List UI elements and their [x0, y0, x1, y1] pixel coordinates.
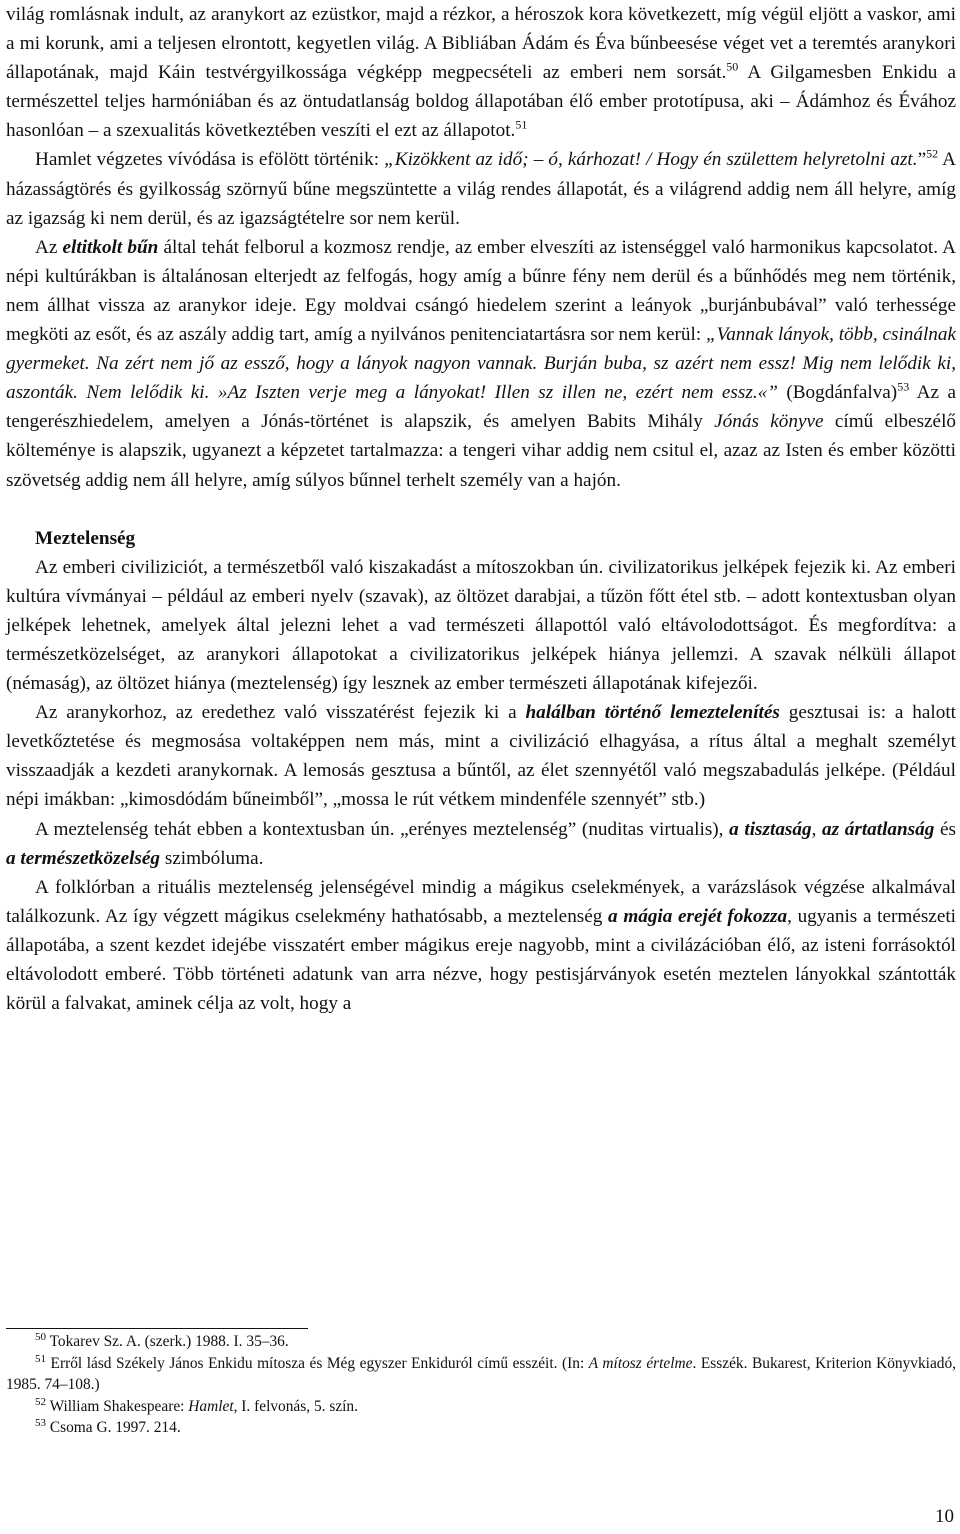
footnote-number: 51	[35, 1352, 46, 1365]
italic-text: Jónás könyve	[714, 411, 824, 433]
footnotes	[6, 1328, 956, 1439]
text-run: Tokarev Sz. A. (szerk.) 1988. I. 35–36.	[46, 1333, 289, 1350]
text-run: Csoma G. 1997. 214.	[46, 1419, 181, 1436]
text-run: Hamlet végzetes vívódása is efölött történik:	[35, 149, 385, 171]
text-run: A Gilgamesben Enkidu a természettel teljes harmóniában és az öntudatlanság boldog állapotában élő ember prototípusa, aki – Ádámhoz és Évához hasonlóan – a szexualitás következtében veszíti el ezt az állapotot.	[6, 62, 957, 142]
page-number: 10	[935, 1506, 954, 1527]
paragraph	[6, 815, 956, 873]
text-run: A házasságtörés és gyilkosság szörnyű bűne megszüntette a világ rendes állapotát, és a világrend addig nem áll helyre, amíg az igazság ki nem derül, és az igazságtételre sor nem kerül.	[6, 149, 956, 229]
text-run: ,	[811, 818, 823, 840]
text-run: című elbeszélő költeménye is alapszik, ugyanezt a képzetet tartalmazza: a tengeri vihar addig nem csitul el, azaz az Isten és ember közötti szövetség addig nem áll helyre, amíg súlyos bűnnel terhelt személy van a hajón.	[6, 411, 956, 491]
italic-text: „Kizökkent az idő; – ó, kárhozat! / Hogy én születtem helyretolni azt.	[384, 149, 918, 171]
text-run: A meztelenség tehát ebben a kontextusban ún. „erényes meztelenség” (nuditas virtualis),	[35, 818, 730, 840]
text-run: Erről lásd Székely János Enkidu mítosza és Még egyszer Enkiduról című esszéit. (In:	[46, 1354, 589, 1372]
bold-italic-text: a tisztaság	[729, 818, 812, 840]
footnote-ref: 53	[897, 379, 910, 394]
paragraph	[6, 145, 956, 232]
italic-text: A mítosz értelme	[588, 1354, 693, 1372]
text-run: . Esszék. Bukarest, Kriterion Könyvkiadó, 1985. 74–108.)	[6, 1354, 957, 1393]
text-run: gesztusai is: a halott levetkőztetése és megmosása voltaképpen nem más, mint a civilizáció elhagyása, a rítus által a meghalt személyt visszaadják a kezdeti aranykornak. A lemosás gesztusa a bűntől, az élet szennyétől való megszabadulás jelképe. (Például népi imákban: „kimosdódám bűneimből”, „mossa le rút vétkem mindenféle szennyét” stb.)	[6, 702, 956, 811]
section-gap	[6, 495, 956, 524]
text-run: és	[934, 818, 956, 840]
paragraph	[6, 698, 956, 814]
text-run: Az	[35, 236, 63, 258]
text-run: ”	[917, 149, 927, 171]
text-run: Az aranykorhoz, az eredethez való visszatérést fejezik ki a	[35, 702, 526, 724]
section-heading	[6, 524, 956, 553]
paragraph	[6, 873, 956, 1018]
text-run: Az emberi civiliziciót, a természetből való kiszakadást a mítoszokban ún. civilizatorikus jelképek fejezik ki. Az emberi kultúra vívmányai – például az emberi nyelv (szavak), az öltözet darabjai, a tűzön főtt étel stb. – adott kontextusban olyan jelképek lehetnek, amelyek által jelezni lehet a vad természeti állapottól való eltávolodottságot. És megfordítva: a természetközelséget, az aranykori állapotokat a civilizatorikus jelképek hiánya jellemzi. A szavak nélküli állapot (némaság), az öltözet hiánya (meztelenség) így lesznek az ember természeti állapotának kifejezői.	[6, 556, 956, 695]
bold-italic-text: a természetközelség	[6, 847, 161, 869]
text-run: , ugyanis a természeti állapotába, a szent kezdet idejébe visszatért ember mágikus ereje nagyobb, mint a civilázációban élő, az isteni forrásoktól eltávolodott emberé. Több történeti adatunk van arra nézve, hogy pestisjárványok esetén meztelen lányokkal szántották körül a falvakat, aminek célja az volt, hogy a	[6, 905, 956, 1015]
footnote	[6, 1396, 956, 1418]
footnote-ref: 51	[515, 117, 528, 132]
bold-italic-text: a mágia erejét fokozza	[608, 905, 788, 927]
text-run: William Shakespeare:	[46, 1397, 189, 1415]
body-text	[6, 0, 956, 1018]
bold-italic-text: halálban történő lemeztelenítés	[525, 702, 780, 724]
footnote-number: 53	[35, 1416, 46, 1429]
footnote-number: 52	[35, 1395, 46, 1408]
paragraph	[6, 233, 956, 495]
bold-italic-text: eltitkolt bűn	[62, 236, 159, 258]
text-run: szimbóluma.	[160, 847, 264, 869]
italic-text: „Vannak lányok, több, csinálnak gyermeket. Na zért nem jő az essző, hogy a lányok nagyon vannak. Burján buba, sz azért nem essz! Mig nem lelődik ki, aszonták. Nem lelődik ki. »Az Iszten verje meg a lányokat! Illen sz illen ne, ezért nem essz.«”	[6, 324, 957, 404]
text-run: Az a tengerészhiedelem, amelyen a Jónás-történet is alapszik, és amelyen Babits Mihály	[6, 382, 956, 433]
bold-italic-text: az ártatlanság	[822, 818, 935, 840]
paragraph	[6, 553, 956, 698]
footnote-number: 50	[35, 1330, 46, 1343]
paragraph	[6, 0, 956, 145]
text-run: , I. felvonás, 5. szín.	[233, 1397, 358, 1415]
footnote	[6, 1353, 956, 1396]
page	[6, 0, 956, 1018]
footnote	[6, 1331, 956, 1353]
footnote-ref: 50	[726, 59, 739, 74]
footnote-list	[6, 1331, 956, 1439]
bold-text: Meztelenség	[35, 527, 136, 549]
footnote	[6, 1417, 956, 1439]
footnote-ref: 52	[926, 147, 939, 162]
text-run: A folklórban a rituális meztelenség jelenségével mindig a mágikus cselekmények, a varázslások végzése alkalmával találkozunk. Az így végzett mágikus cselekmény hathatósabb, a meztelenség	[6, 876, 956, 927]
text-run: által tehát felborul a kozmosz rendje, az ember elveszíti az istenséggel való harmonikus kapcsolatot. A népi kultúrákban is általánosan elterjedt az felfogás, hogy amíg a bűnre fény nem derül és a bűnhődés meg nem történik, nem állhat vissza az aranykor ideje. Egy moldvai csángó hiedelem szerint a leányok „burjánbubával” való terhessége megköti az esőt, és az aszály addig tart, amíg a nyilvános penitenciatartásra sor nem kerül:	[6, 236, 956, 346]
italic-text: Hamlet	[188, 1397, 234, 1415]
text-run: világ romlásnak indult, az aranykort az ezüstkor, majd a rézkor, a héroszok kora következett, míg végül eljött a vaskor, ami a mi korunk, ami a teljesen elrontott, kegyetlen világ. A Bibliában Ádám és Éva bűnbeesése véget vet a teremtés aranykori állapotának, majd Káin testvérgyilkossága végképp megpecsételi az emberi nem sorsát.	[6, 4, 956, 84]
text-run: (Bogdánfalva)	[777, 382, 898, 404]
footnote-separator	[6, 1328, 308, 1329]
